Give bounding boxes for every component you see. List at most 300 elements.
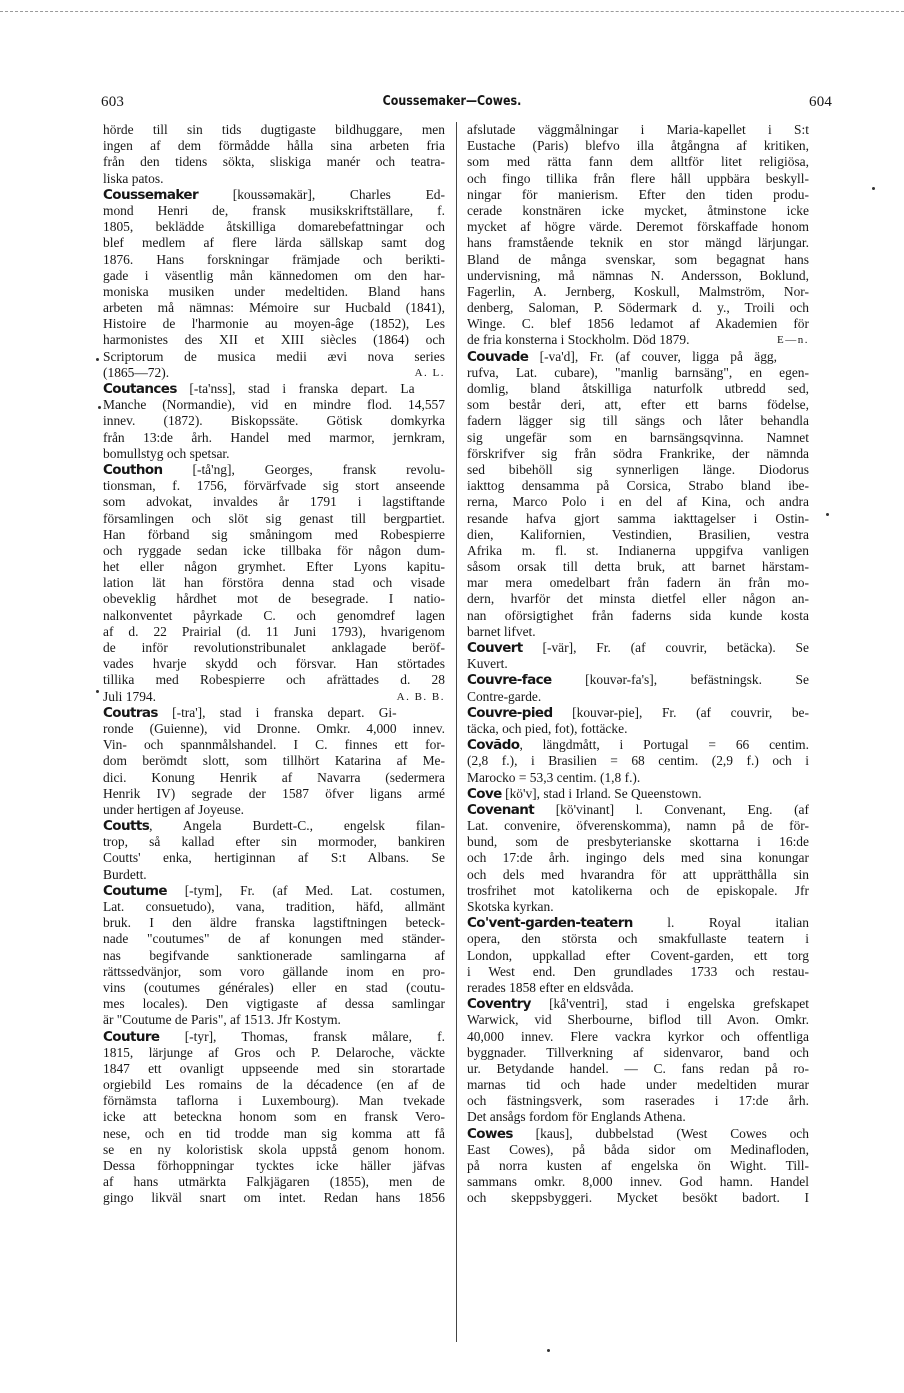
text-line [103,171,445,187]
text-line [467,462,809,478]
line-text: Burdett. [103,866,147,882]
text-line [103,770,445,786]
line-text: [kö'v], stad i Irland. Se Queenstown. [501,785,702,801]
left-column [103,122,445,1207]
line-text: som advokat, invaldes år 1791 i lagstiftande [103,494,445,510]
text-line [467,689,809,705]
line-text: nas begifvande sanktionerade samlingarna af [103,947,445,963]
author-signature: A. B. B. [396,690,445,703]
text-line [467,964,809,980]
line-text: Vin- och spannmålshandel. I C. finnes ett for- [103,737,445,753]
text-line [467,1061,809,1077]
line-text: 40,000 innev. Flere vackra kyrkor och offentliga [467,1028,809,1044]
line-text: icke att beteckna honom som en fransk Vero- [103,1109,445,1125]
entry-headword-line [467,737,809,753]
text-line [103,543,445,559]
text-line [467,1045,809,1061]
text-line [103,737,445,753]
line-text: förskrifver sig från södra Frankrike, der nämnda [467,445,809,461]
line-text: obeveklig hårdhet mot de besegrade. I natio- [103,591,445,607]
text-line [467,413,809,429]
margin-dot [826,513,829,516]
line-text: rerna, Marco Polo i en del af Kina, och andra [467,494,809,510]
text-line [103,1045,445,1061]
text-line [467,527,809,543]
entry-headword: Couvre-pied [467,704,553,721]
entry-headword: Couvade [467,348,529,365]
line-text: 1815, lärjunge af Gros och P. Delaroche, väckte [103,1044,445,1060]
text-line [467,1029,809,1045]
entry-headword-line [467,786,809,802]
entry-headword: Couvert [467,640,523,656]
line-text: London, uppkallad efter Covent-garden, ett torg [467,947,809,963]
line-text: het eller någon grymhet. Efter Lyons kapitu- [103,559,445,575]
line-text: vins (coutumes générales) eller en stad (coutu- [103,979,445,995]
entry-headword: Coventry [467,996,531,1013]
text-line [103,349,445,365]
text-line [467,1158,809,1174]
text-line [103,494,445,510]
line-text: Kuvert. [467,656,508,672]
entry-headword-line [467,1126,809,1142]
line-text: arbeten må nämnas: Mémoire sur Hucbald (1841), [103,300,445,316]
text-line [103,624,445,640]
text-line [103,446,445,462]
line-text: Henrik IV) segrade der 1587 öfver ligans armé [103,785,445,801]
line-text: från den tidens sökta, sliskiga manér och teatra- [103,154,445,170]
text-line [103,931,445,947]
line-text: opera, den största och smakfullaste teatern i [467,931,809,947]
text-line [103,154,445,170]
text-line [103,753,445,769]
line-text: [-tyr], Thomas, fransk målare, f. [159,1028,445,1044]
line-text: cerade konstnären icke mycket, åtminstone icke [467,202,809,218]
entry-headword-line [467,996,809,1012]
line-text: från 13:de årh. Handel med marmor, jernkram, [103,429,445,445]
line-text: Juli 1794. [103,688,157,704]
text-line [467,818,809,834]
line-text: ningar för manierism. Efter den tiden produ- [467,186,809,202]
line-text: 1805, beklädde åtskilliga domarebefattningar och [103,219,445,235]
entry-headword-line [467,349,809,365]
text-line [467,656,809,672]
line-text: Scriptorum de musica medii ævi nova series [103,348,445,364]
line-text: såsom orsak till detta bruk, att barnet härstam- [467,559,809,575]
line-text: nese, och en tid trodde man sig komma att få [103,1125,445,1141]
line-text: domlig, bland åtskilliga naturfolk utbredd sed, [467,381,809,396]
entry-headword: Coutts [103,818,150,835]
text-line [103,478,445,494]
text-line [103,1174,445,1190]
text-line [103,899,445,915]
text-line [103,138,445,154]
entry-headword-line [103,818,445,834]
text-line [103,365,445,381]
line-text: som med rätta fann dem alltför litet religiösa, [467,154,809,170]
line-text: och fästningsverk, som raserades i 17:de årh. [467,1093,809,1109]
line-text: [-va'd], Fr. (af couver, ligga på ägg, [528,348,778,364]
line-text: orgiebild Les romains de la décadence (en af de [103,1077,445,1093]
entry-headword-line [103,187,445,203]
text-line [467,834,809,850]
text-line [103,1142,445,1158]
text-line [103,575,445,591]
text-line [103,1126,445,1142]
text-line [467,511,809,527]
text-line [103,980,445,996]
text-line [467,171,809,187]
text-line [103,413,445,429]
entry-headword-line [467,802,809,818]
page-number-right: 604 [809,94,833,110]
text-line [467,494,809,510]
text-line [103,122,445,138]
margin-dot [96,358,99,361]
line-text: ingen af dem förmådde hålla sina arbeten fria [103,138,445,154]
line-text: dom berömdt slott, som tillhört Katarina af Me- [103,753,445,769]
text-line [103,1077,445,1093]
text-line [103,802,445,818]
line-text: bruk. I den äldre franska lagstiftningen beteck- [103,915,445,931]
text-line [467,397,809,413]
line-text: Det ansågs fordom för Englands Athena. [467,1109,686,1125]
line-text: och dels med hvarandra för att upprätthålla sin [467,866,809,882]
line-text: de inför revolutionstribunalet anklagade beröf- [103,640,445,655]
text-line [103,1012,445,1028]
line-text: [kö'vinant] l. Convenant, Eng. (af [534,801,809,817]
line-text: bund, som de presbyterianske skottarna i 16:de [467,834,809,850]
line-text: mar mera omedelbart från fadern än från mo- [467,575,809,591]
text-line [103,608,445,624]
line-text: Histoire de l'harmonie au moyen-âge (1852), Les [103,316,445,332]
entry-headword: Cowes [467,1125,513,1142]
line-text: [-tå'ng], Georges, fransk revolu- [162,461,445,477]
text-line [103,219,445,235]
line-text: sed bibehöll sig synnerligen länge. Diodorus [467,461,809,477]
line-text: Dessa förhoppningar tycktes icke häller jäfvas [103,1158,445,1173]
line-text: församlingen och slöt sig genast till bergpartiet. [103,510,445,526]
line-text: [kouvər-fa's], befästningsk. Se [551,672,809,688]
line-text: , längdmått, i Portugal = 66 centim. [519,737,809,753]
margin-dot [96,690,99,693]
text-line [103,672,445,688]
line-text: fadern lägger sig till sängs och låter behandla [467,413,809,429]
line-text: Winge. C. blef 1856 ledamot af Akademien för [467,316,809,332]
author-signature: A. L. [414,366,445,379]
text-line [103,996,445,1012]
text-line [467,591,809,607]
line-text: och fingo tillika från flere håll uppbära beskyll- [467,170,809,186]
entry-headword: Couvre-face [467,672,552,689]
line-text: nan oförsigtighet från faderns sida kunde kosta [467,607,809,623]
text-line [467,235,809,251]
entry-headword-line [103,883,445,899]
line-text: [kouvər-pie], Fr. (af couvrir, be- [552,704,809,720]
text-line [103,721,445,737]
text-line [103,284,445,300]
text-line [467,446,809,462]
line-text: Contre-garde. [467,688,542,704]
text-line [103,511,445,527]
text-line [103,397,445,413]
margin-dot [547,1349,550,1352]
text-line [103,559,445,575]
text-line [103,1093,445,1109]
text-line [103,300,445,316]
entry-headword: Coutras [103,704,158,721]
line-text: tionsman, f. 1756, förvärfvade sig stort anseende [103,478,445,494]
line-text: Afrika m. fl. st. Indianerna uppgifva vanligen [467,542,809,558]
entry-headword: Coussemaker [103,186,199,203]
text-line [103,235,445,251]
line-text: byggnader. Tillverkning af sidenvaror, band och [467,1044,809,1060]
text-line [103,948,445,964]
line-text: de fria konsterna i Stockholm. Död 1879. [467,332,690,348]
text-line [467,268,809,284]
text-line [467,138,809,154]
line-text: Warwick, vid Sherbourne, biflod till Avon. Omkr. [467,1012,809,1028]
text-line [103,786,445,802]
text-line [467,316,809,332]
line-text: iakttog densamma på Corsica, Strabo bland ibe- [467,478,809,494]
line-text: harmonistes des XII et XIII siècles (1864) och [103,332,445,348]
line-text: på norra kusten af engelska ön Wight. Till- [467,1158,809,1173]
line-text: trosfrihet mot katolikerna och de episkopale. Jfr [467,882,809,898]
line-text: dien, Kalifornien, Vestindien, Brasilien, vestra [467,526,809,542]
line-text: rerades 1858 efter en eldsvåda. [467,979,634,995]
line-text: rättssedvänjor, som voro gällande inom en pro- [103,963,445,979]
line-text: East Cowes), på båda sidor om Medinafloden, [467,1141,809,1157]
text-line [467,980,809,996]
text-line [103,850,445,866]
line-text: förnämsta taflorna i Luxembourg). Man tvekade [103,1093,445,1109]
line-text: mycket af högre värde. Deremot förskaffade honom [467,219,809,235]
entry-headword: Cove [467,785,502,802]
line-text: i West end. Den grundlades 1733 och restau- [467,963,809,979]
line-text: Skotska kyrkan. [467,899,554,914]
text-line [467,219,809,235]
text-line [467,203,809,219]
page-number-left: 603 [101,94,125,110]
line-text: gingo likväl snart om intet. Redan hans 1856 [103,1190,445,1206]
text-line [103,1109,445,1125]
author-signature: E—n. [777,334,809,347]
text-line [103,867,445,883]
line-text: Lat. consuetudo), vana, tradition, häfd, allmänt [103,899,445,914]
entry-headword-line [103,381,445,397]
text-line [467,187,809,203]
text-line [467,770,809,786]
line-text: sig ungefär som en barnsängsqvinna. Namnet [467,429,809,445]
line-text: liska patos. [103,170,164,186]
column-divider [456,122,457,1342]
text-line [103,1190,445,1206]
line-text: denberg, Saloman, P. Södermark d. y., Troili och [467,300,809,316]
text-line [103,268,445,284]
text-line [467,300,809,316]
top-scan-rule [0,11,904,12]
line-text: är "Coutume de Paris", af 1513. Jfr Kostym. [103,1012,341,1028]
entry-headword-line [467,672,809,688]
text-line [103,915,445,931]
text-line [467,624,809,640]
line-text: Han förband sig småningom med Robespierre [103,526,445,542]
line-text: mond Henri de, fransk musikskriftställare, f. [103,202,445,218]
line-text: rufva, Lat. cubare), "manlig barnsäng", en egen- [467,364,809,380]
line-text: gade i väsentlig mån kännedomen om den har- [103,267,445,283]
text-line [103,252,445,268]
text-line [103,834,445,850]
entry-headword: Covenant [467,801,535,818]
line-text: nalkonventet påyrkade C. och genomdref lagen [103,607,445,623]
line-text: och skeppsbyggeri. Mycket besökt badort. I [467,1190,809,1206]
margin-dot [872,187,875,190]
line-text: (2,8 f.), i Brasilien = 68 centim. (2,9 f.) och i [467,753,809,769]
entry-headword: Couture [103,1028,160,1045]
entry-headword-line [103,1029,445,1045]
line-text: täcka, och pied, fot), fottäcke. [467,720,628,736]
line-text: hans framstående teknik en stor mängd lärjungar. [467,235,809,251]
line-text: nade "coutumes" de af konungen med ständer- [103,931,445,947]
entry-headword: Coutume [103,882,167,899]
text-line [103,332,445,348]
text-line [103,1158,445,1174]
line-text: af d. 22 Prairial (d. 11 Juni 1793), hvarigenom [103,623,445,639]
line-text: lation lät han förstöra denna stad och visade [103,575,445,591]
line-text: sammans omkr. 8,000 innev. God hamn. Handel [467,1174,809,1190]
line-text: mes locales). Den vigtigaste af dessa samlingar [103,996,445,1012]
margin-dot [98,406,101,409]
line-text: innev. (1872). Biskopssäte. Götisk domkyrka [103,413,445,429]
line-text: dici. Konung Henrik af Navarra (sedermera [103,769,445,785]
text-line [467,575,809,591]
line-text: Coutts' enka, hertiginnan af S:t Albans. Se [103,850,445,866]
line-text: resande hafva gjort samma iakttagelser i Ostin- [467,510,809,526]
line-text: (1865—72). [103,364,170,380]
entry-headword: Co'vent-garden-teatern [467,915,633,932]
entry-headword-line [467,915,809,931]
text-line [467,1142,809,1158]
text-line [103,527,445,543]
text-line [467,122,809,138]
line-text: dern, hvarför det minsta dietfel eller någon an- [467,591,809,607]
entry-headword: Covãdo [467,737,520,754]
entry-headword-line [103,705,445,721]
text-line [467,1012,809,1028]
right-column [467,122,809,1207]
line-text: [kå'ventri], stad i engelska grefskapet [530,996,809,1012]
line-text: [-vär], Fr. (af couvrir, betäcka). Se [522,640,809,655]
line-text: Marocko = 53,3 centim. (1,8 f.). [467,769,641,785]
line-text: tillika med Robespierre och afrättades d. 28 [103,672,445,688]
line-text: och 17:de årh. ingingo dels med sina konungar [467,850,809,866]
entry-headword-line [103,462,445,478]
text-line [467,753,809,769]
text-line [103,430,445,446]
line-text: under hertigen af Joyeuse. [103,801,245,817]
line-text: [koussəmakär], Charles Ed- [198,186,445,202]
line-text: hörde till sin tids dugtigaste bildhuggare, men [103,122,445,137]
text-line [467,154,809,170]
line-text: barnet lifvet. [467,623,536,639]
text-line [467,1077,809,1093]
text-line [467,608,809,624]
line-text: Eustache (Paris) blefvo illa åtgångna af kritiken, [467,138,809,154]
line-text: [-tym], Fr. (af Med. Lat. costumen, [166,882,445,898]
text-line [103,591,445,607]
text-line [467,543,809,559]
text-line [103,964,445,980]
text-line [103,1061,445,1077]
line-text: och ryggade sedan icke tillbaka för någon dum- [103,542,445,558]
text-line [467,948,809,964]
line-text: Bland de många svenskar, som begagnat hans [467,251,809,267]
line-text: 1847 ett ovanligt uppseende med sin storartade [103,1060,445,1076]
line-text: 1876. Hans forskningar främjade och berikti- [103,251,445,267]
text-line [467,883,809,899]
running-head: Coussemaker—Cowes. [382,93,522,109]
entry-headword-line [467,705,809,721]
line-text: trop, så kallad efter sin mormoder, bankiren [103,834,445,850]
text-line [103,316,445,332]
entry-headword: Coutances [103,381,177,397]
text-line [467,478,809,494]
line-text: blef medlem af flere lärda sällskap samt dog [103,235,445,251]
text-line [103,203,445,219]
entry-headword: Couthon [103,461,163,478]
line-text: Manche (Normandie), vid en mindre flod. 14,557 [103,397,445,413]
line-text: vades hvarje skydd och försvar. Han störtades [103,656,445,672]
line-text: afslutade väggmålningar i Maria-kapellet i S:t [467,122,809,137]
text-line [103,689,445,705]
entry-headword-line [467,640,809,656]
text-line [467,1109,809,1125]
text-line [467,867,809,883]
line-text: [-ta'nss], stad i franska depart. La [176,381,415,396]
text-line [467,252,809,268]
line-text: [-tra'], stad i franska depart. Gi- [157,704,397,720]
text-line [467,365,809,381]
line-text: moniska musiken under medeltiden. Bland hans [103,283,445,299]
line-text: bomullstyg och spetsar. [103,445,230,461]
text-line [467,931,809,947]
text-line [467,381,809,397]
text-line [467,899,809,915]
line-text: , Angela Burdett-C., engelsk filan- [149,818,445,834]
text-line [467,430,809,446]
line-text: Fagerlin, A. Jernberg, Koskull, Malmström, Nor- [467,283,809,299]
line-text: se en ny koloristisk skola uppstå genom honom. [103,1141,445,1157]
line-text: marnas tid och hade under medeltiden murar [467,1077,809,1093]
text-line [103,656,445,672]
text-line [467,559,809,575]
line-text: af hans utmärkta Falkjägaren (1855), men de [103,1174,445,1190]
line-text: ur. Betydande handel. — C. fans redan på ro- [467,1060,809,1076]
line-text: l. Royal italian [632,915,809,931]
line-text: undervisning, må nämnas N. Andersson, Boklund, [467,267,809,283]
line-text: ronde (Guienne), vid Dronne. Omkr. 4,000 innev. [103,720,445,736]
text-line [467,850,809,866]
text-line [467,1093,809,1109]
text-line [103,640,445,656]
text-line [467,1174,809,1190]
text-line [467,1190,809,1206]
line-text: som består deri, att, efter ett barns födelse, [467,397,809,413]
text-line [467,721,809,737]
text-line [467,284,809,300]
line-text: [kaus], dubbelstad (West Cowes och [512,1125,809,1141]
text-line [467,332,809,348]
